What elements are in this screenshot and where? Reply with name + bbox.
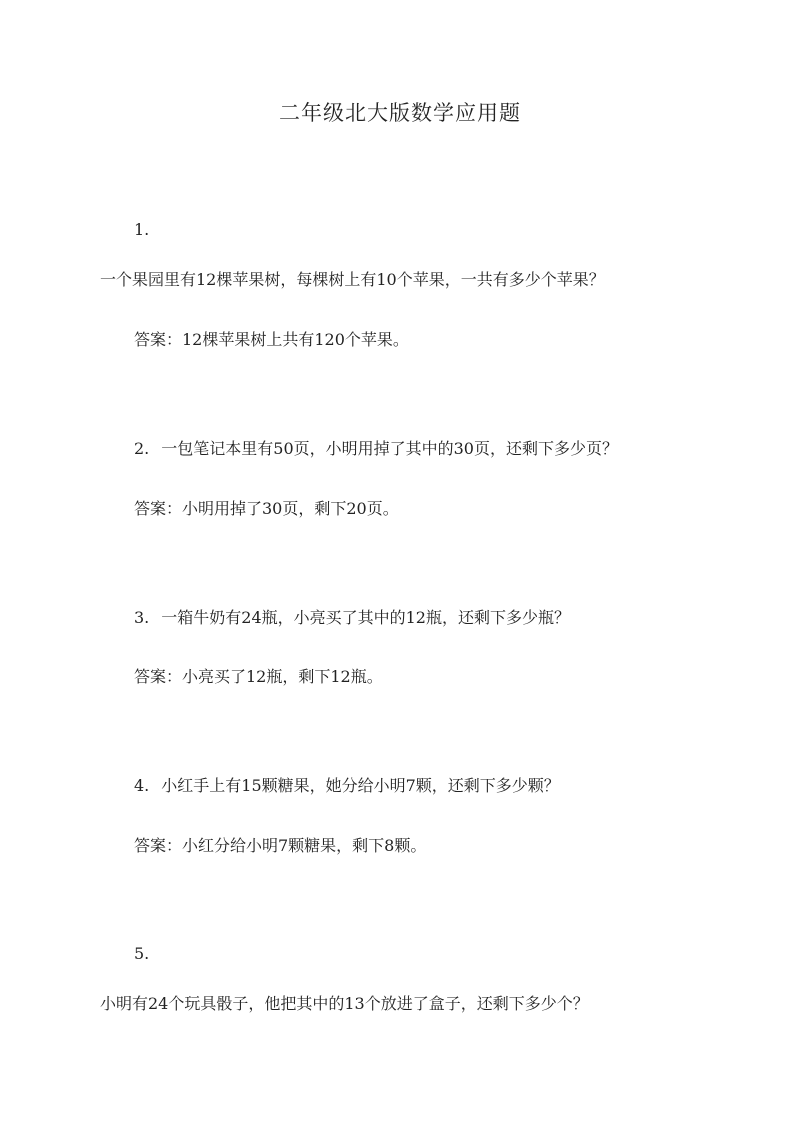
question-item <box>134 776 560 796</box>
document-title: 二年级北大版数学应用题 <box>279 101 521 125</box>
question-number: 4. <box>134 776 150 795</box>
question-number: 5. <box>134 944 150 963</box>
question-text: 一个果园里有12棵苹果树，每棵树上有10个苹果，一共有多少个苹果？ <box>100 270 605 289</box>
question-text: 一箱牛奶有24瓶，小亮买了其中的12瓶，还剩下多少瓶？ <box>161 608 570 627</box>
answer-text: 答案：12棵苹果树上共有120个苹果。 <box>134 330 409 349</box>
question-item <box>134 439 618 459</box>
answer-text: 答案：小亮买了12瓶，剩下12瓶。 <box>134 667 383 686</box>
answer-text: 答案：小明用掉了30页，剩下20页。 <box>134 499 399 518</box>
question-text: 小明有24个玩具骰子，他把其中的13个放进了盒子，还剩下多少个？ <box>100 994 589 1013</box>
question-number: 2. <box>134 439 150 458</box>
question-item <box>134 608 570 628</box>
question-number: 3. <box>134 608 150 627</box>
question-text: 小红手上有15颗糖果，她分给小明7颗，还剩下多少颗？ <box>161 776 560 795</box>
question-number: 1. <box>134 220 150 239</box>
answer-text: 答案：小红分给小明7颗糖果，剩下8颗。 <box>134 836 427 855</box>
question-text: 一包笔记本里有50页，小明用掉了其中的30页，还剩下多少页？ <box>161 439 618 458</box>
